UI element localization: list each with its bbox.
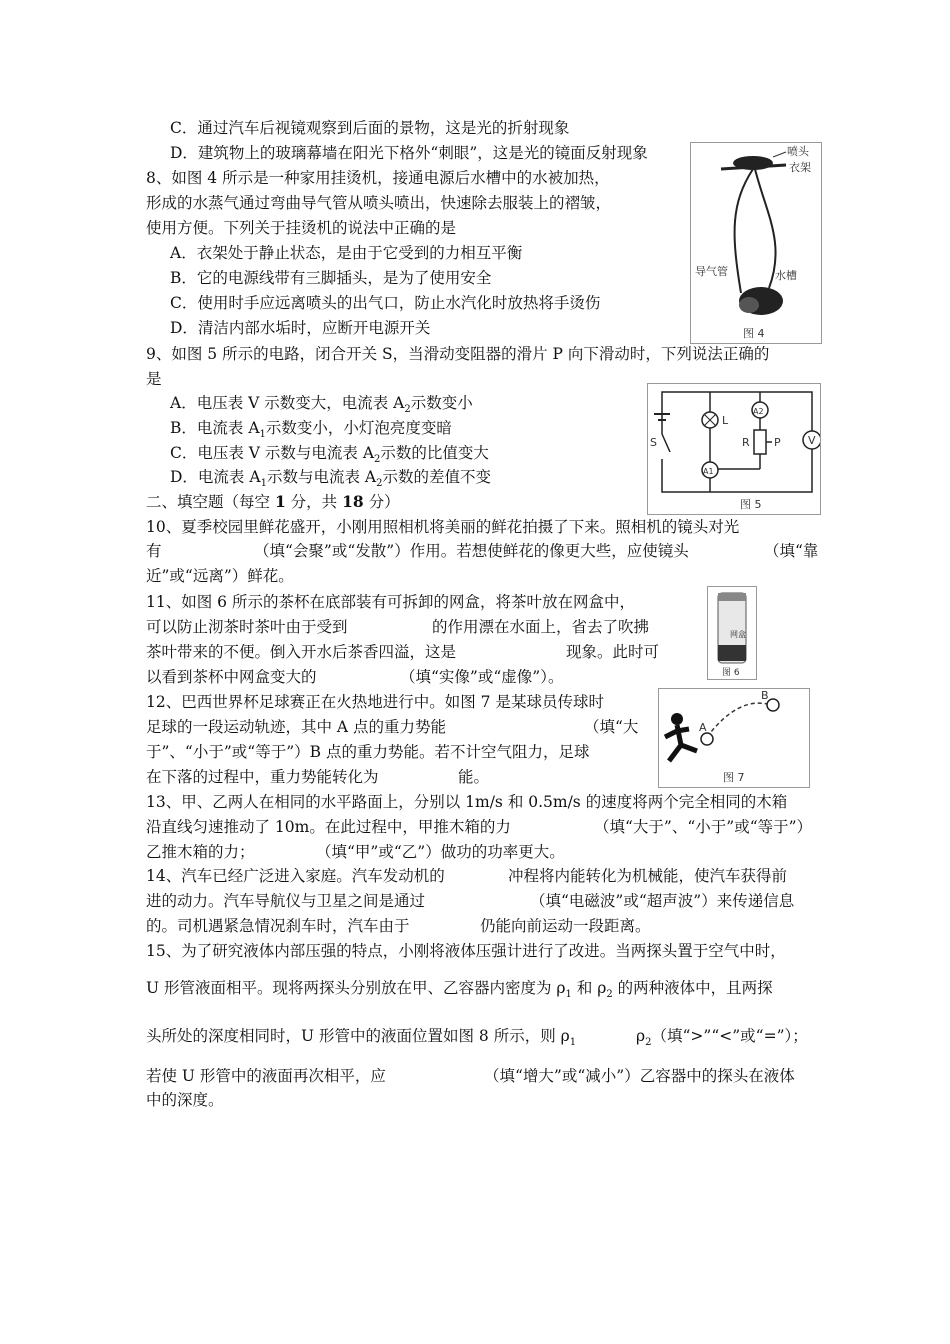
q10-l2-c: （填“靠 bbox=[764, 542, 819, 560]
q11-l3-a: 茶叶带来的不便。倒入开水后茶香四溢，这是 bbox=[146, 643, 457, 661]
fig5-L-label: L bbox=[722, 414, 729, 427]
section-2-heading: 二、填空题（每空 1 分，共 18 分） bbox=[146, 492, 400, 511]
q8-option-b: B．它的电源线带有三脚插头，是为了使用安全 bbox=[170, 269, 492, 287]
q10-l2-a: 有 bbox=[146, 542, 162, 560]
fig6-caption: 图 6 bbox=[722, 668, 740, 678]
q11-line-1: 11、如图 6 所示的茶杯在底部装有可拆卸的网盒，将茶叶放在网盒中， bbox=[146, 593, 635, 611]
q14-l2-b: （填“电磁波”或“超声波”）来传递信息 bbox=[530, 892, 795, 910]
q11-l4-b: （填“实像”或“虚像”）。 bbox=[400, 668, 564, 686]
fig6-net-box-label: 网盒 bbox=[730, 630, 746, 639]
q11-l4-a: 以看到茶杯中网盒变大的 bbox=[146, 668, 317, 686]
q14-l3-a: 的。司机遇紧急情况刹车时，汽车由于 bbox=[146, 917, 410, 935]
q12-l2-b: （填“大 bbox=[584, 718, 639, 736]
q12-line-1: 12、巴西世界杯足球赛正在火热地进行中。如图 7 是某球员传球时 bbox=[146, 693, 604, 711]
q13-l2-b: （填“大于”、“小于”或“等于”） bbox=[594, 818, 813, 836]
fig5-A1-label: A1 bbox=[703, 467, 714, 476]
fig4-nozzle-label: 喷头 bbox=[787, 145, 809, 158]
fig4-tank-label: 水槽 bbox=[775, 269, 797, 282]
q15-l4-a: 若使 U 形管中的液面再次相平，应 bbox=[146, 1067, 386, 1085]
q13-l3-a: 乙推木箱的力； bbox=[146, 843, 255, 861]
q9-stem-2: 是 bbox=[146, 370, 162, 388]
q14-l3-b: 仍能向前运动一段距离。 bbox=[480, 917, 651, 935]
q11-l2-b: 的作用漂在水面上，省去了吹拂 bbox=[432, 618, 650, 636]
q13-l3-b: （填“甲”或“乙”）做功的功率更大。 bbox=[316, 843, 565, 861]
q9-option-a: A．电压表 V 示数变大，电流表 $A_2$示数变小 bbox=[170, 394, 473, 415]
fig7-B-label: B bbox=[761, 689, 769, 702]
q15-l4-b: （填“增大”或“减小”）乙容器中的探头在液体 bbox=[484, 1067, 795, 1085]
q12-l2-a: 足球的一段运动轨迹，其中 A 点的重力势能 bbox=[146, 718, 447, 736]
fig5-P-label: P bbox=[774, 436, 781, 449]
fig5-R-label: R bbox=[742, 436, 750, 449]
q14-l1-a: 14、汽车已经广泛进入家庭。汽车发动机的 bbox=[146, 867, 445, 885]
q15-l3-a: 头所处的深度相同时，U 形管中的液面位置如图 8 所示，则 $\rho_1$ bbox=[146, 1027, 577, 1048]
figure-6-tea-cup bbox=[707, 586, 757, 680]
figure-5-circuit bbox=[647, 383, 821, 515]
q8-stem-1: 8、如图 4 所示是一种家用挂烫机，接通电源后水槽中的水被加热， bbox=[146, 169, 610, 187]
q10-line-3: 近”或“远离”）鲜花。 bbox=[146, 567, 294, 585]
q9-option-c: C．电压表 V 示数与电流表 $A_2$示数的比值变大 bbox=[170, 444, 489, 465]
fig5-caption: 图 5 bbox=[740, 498, 762, 511]
q15-l3-b: $\rho_2$（填“>”“<”或“=”）； bbox=[636, 1027, 808, 1048]
q14-l2-a: 进的动力。汽车导航仪与卫星之间是通过 bbox=[146, 892, 426, 910]
q13-line-1: 13、甲、乙两人在相同的水平路面上，分别以 1m/s 和 0.5m/s 的速度将两个完全相同的木箱 bbox=[146, 793, 788, 811]
q8-option-a: A．衣架处于静止状态，是由于它受到的力相互平衡 bbox=[170, 244, 523, 262]
fig4-hanger-label: 衣架 bbox=[789, 161, 811, 174]
q13-l2-a: 沿直线匀速推动了 10m。在此过程中，甲推木箱的力 bbox=[146, 818, 511, 836]
q10-line-1: 10、夏季校园里鲜花盛开，小刚用照相机将美丽的鲜花拍摄了下来。照相机的镜头对光 bbox=[146, 518, 740, 536]
q9-option-b: B．电流表 $A_1$示数变小，小灯泡亮度变暗 bbox=[170, 419, 452, 440]
fig5-V-label: V bbox=[808, 434, 816, 447]
q8-stem-3: 使用方便。下列关于挂烫机的说法中正确的是 bbox=[146, 219, 457, 237]
q15-line-2: U 形管液面相平。现将两探头分别放在甲、乙容器内密度为 $\rho_1$ 和 $\rho_2$ 的两种液体中，且两探 bbox=[146, 979, 773, 1000]
fig7-A-label: A bbox=[699, 721, 707, 734]
fig5-A2-label: A2 bbox=[753, 407, 764, 416]
fig7-caption: 图 7 bbox=[723, 771, 745, 784]
q12-l4-b: 能。 bbox=[458, 768, 490, 786]
q8-option-d: D．清洁内部水垢时，应断开电源开关 bbox=[170, 319, 431, 337]
fig5-S-label: S bbox=[650, 436, 657, 449]
fig4-caption: 图 4 bbox=[743, 327, 765, 340]
figure-4-garment-steamer bbox=[690, 142, 822, 344]
q7-option-d: D．建筑物上的玻璃幕墙在阳光下格外“刺眼”，这是光的镜面反射现象 bbox=[170, 144, 648, 162]
q14-l1-b: 冲程将内能转化为机械能，使汽车获得前 bbox=[508, 867, 788, 885]
q15-line-5: 中的深度。 bbox=[146, 1091, 224, 1109]
q12-line-3: 于”、“小于”或“等于”）B 点的重力势能。若不计空气阻力，足球 bbox=[146, 743, 590, 761]
q15-line-1: 15、为了研究液体内部压强的特点，小刚将液体压强计进行了改进。当两探头置于空气中时， bbox=[146, 942, 786, 960]
q8-option-c: C．使用时手应远离喷头的出气口，防止水汽化时放热将手烫伤 bbox=[170, 294, 601, 312]
fig4-pipe-label: 导气管 bbox=[695, 265, 728, 278]
q9-stem-1: 9、如图 5 所示的电路，闭合开关 S，当滑动变阻器的滑片 P 向下滑动时，下列说法正确的 bbox=[146, 345, 770, 363]
q7-option-c: C．通过汽车后视镜观察到后面的景物，这是光的折射现象 bbox=[170, 119, 570, 137]
q12-l4-a: 在下落的过程中，重力势能转化为 bbox=[146, 768, 379, 786]
figure-7-football bbox=[658, 688, 810, 788]
q9-option-d: D．电流表 $A_1$示数与电流表 $A_2$示数的差值不变 bbox=[170, 468, 491, 489]
q11-l2-a: 可以防止沏茶时茶叶由于受到 bbox=[146, 618, 348, 636]
q10-l2-b: （填“会聚”或“发散”）作用。若想使鲜花的像更大些，应使镜头 bbox=[254, 542, 689, 560]
q8-stem-2: 形成的水蒸气通过弯曲导气管从喷头喷出，快速除去服装上的褶皱， bbox=[146, 194, 612, 212]
q11-l3-b: 现象。此时可 bbox=[566, 643, 660, 661]
